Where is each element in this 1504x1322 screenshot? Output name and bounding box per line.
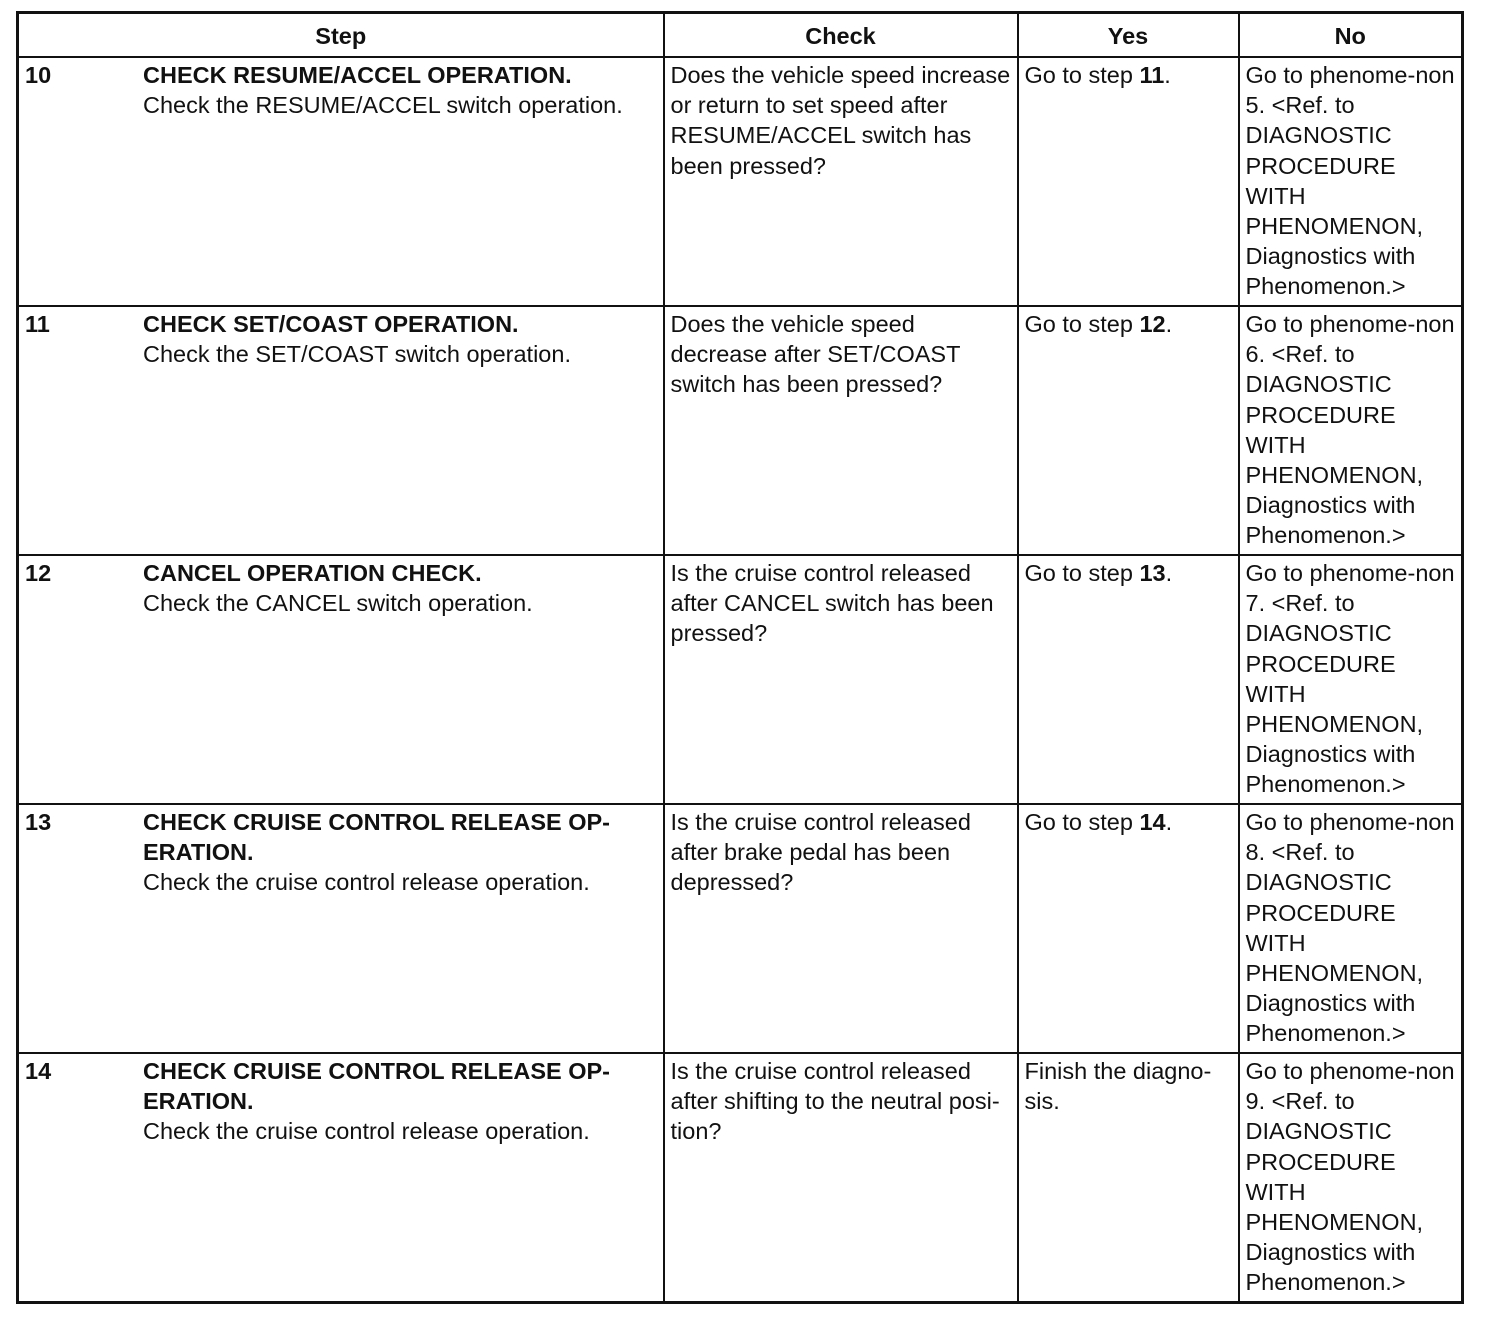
step-description: Check the cruise control release operation. (143, 1118, 590, 1145)
no-text: Go to phenome-non 6. <Ref. to DIAGNOSTIC PROCEDURE WITH PHENOMENON, Diagnostics with Phenomenon.> (1245, 311, 1455, 549)
yes-text: Go to step (1024, 62, 1140, 88)
header-row (18, 13, 1463, 58)
header-no: No (1239, 13, 1463, 58)
yes-suffix: . (1164, 62, 1171, 88)
step-cell (18, 57, 664, 306)
check-text: Is the cruise control released after brake pedal has been depressed? (670, 809, 971, 896)
no-text: Go to phenome-non 7. <Ref. to DIAGNOSTIC PROCEDURE WITH PHENOMENON, Diagnostics with Phenomenon.> (1245, 560, 1455, 798)
step-title: CANCEL OPERATION CHECK. (143, 560, 482, 586)
yes-step-ref: 14 (1139, 809, 1166, 835)
step-cell (18, 306, 664, 555)
table-row (18, 57, 1463, 306)
yes-text: Go to step (1024, 560, 1140, 586)
no-text: Go to phenome-non 9. <Ref. to DIAGNOSTIC PROCEDURE WITH PHENOMENON, Diagnostics with Phenomenon.> (1245, 1058, 1455, 1296)
check-cell (664, 1053, 1018, 1303)
step-cell (18, 1053, 664, 1303)
step-number: 14 (25, 1058, 52, 1084)
table-row (18, 306, 1463, 555)
step-description: Check the cruise control release operation. (143, 869, 590, 896)
check-text: Does the vehicle speed decrease after SET/COAST switch has been pressed? (670, 311, 961, 398)
step-title: CHECK SET/COAST OPERATION. (143, 311, 519, 337)
table-row (18, 1053, 1463, 1303)
header-step: Step (18, 13, 664, 58)
yes-suffix: . (1165, 560, 1173, 586)
no-cell (1239, 1053, 1463, 1303)
yes-step-ref: 13 (1139, 560, 1166, 586)
step-description: Check the RESUME/ACCEL switch operation. (143, 92, 623, 119)
step-number: 11 (25, 311, 50, 337)
step-description: Check the CANCEL switch operation. (143, 590, 533, 617)
yes-step-ref: 11 (1139, 62, 1165, 88)
yes-text: Go to step (1024, 809, 1140, 835)
check-text: Is the cruise control released after CANCEL switch has been pressed? (670, 560, 994, 647)
check-cell (664, 804, 1018, 1053)
step-title: CHECK CRUISE CONTROL RELEASE OP-ERATION. (143, 1058, 610, 1115)
no-text: Go to phenome-non 5. <Ref. to DIAGNOSTIC PROCEDURE WITH PHENOMENON, Diagnostics with Phenomenon.> (1245, 62, 1455, 300)
header-yes: Yes (1018, 13, 1239, 58)
yes-cell (1018, 306, 1239, 555)
step-cell (18, 555, 664, 804)
header-check: Check (664, 13, 1018, 58)
step-number: 10 (25, 62, 52, 88)
no-text: Go to phenome-non 8. <Ref. to DIAGNOSTIC PROCEDURE WITH PHENOMENON, Diagnostics with Phenomenon.> (1245, 809, 1455, 1047)
diagnostic-table (16, 11, 1464, 1304)
step-description: Check the SET/COAST switch operation. (143, 341, 571, 368)
no-cell (1239, 306, 1463, 555)
no-cell (1239, 804, 1463, 1053)
step-number: 12 (25, 560, 52, 586)
check-text: Does the vehicle speed increase or return to set speed after RESUME/ACCEL switch has been pressed? (670, 62, 1011, 179)
step-number: 13 (25, 809, 52, 835)
check-cell (664, 57, 1018, 306)
yes-step-ref: 12 (1139, 311, 1166, 337)
yes-cell (1018, 804, 1239, 1053)
table-row (18, 804, 1463, 1053)
yes-suffix: . (1165, 809, 1173, 835)
yes-suffix: . (1165, 311, 1173, 337)
table-row (18, 555, 1463, 804)
yes-cell (1018, 1053, 1239, 1303)
yes-text: Finish the diagno-sis. (1024, 1058, 1212, 1115)
no-cell (1239, 57, 1463, 306)
yes-text: Go to step (1024, 311, 1140, 337)
check-cell (664, 306, 1018, 555)
check-cell (664, 555, 1018, 804)
step-title: CHECK RESUME/ACCEL OPERATION. (143, 62, 572, 88)
no-cell (1239, 555, 1463, 804)
step-title: CHECK CRUISE CONTROL RELEASE OP-ERATION. (143, 809, 610, 866)
step-cell (18, 804, 664, 1053)
check-text: Is the cruise control released after shifting to the neutral posi-tion? (670, 1058, 1000, 1145)
yes-cell (1018, 57, 1239, 306)
yes-cell (1018, 555, 1239, 804)
